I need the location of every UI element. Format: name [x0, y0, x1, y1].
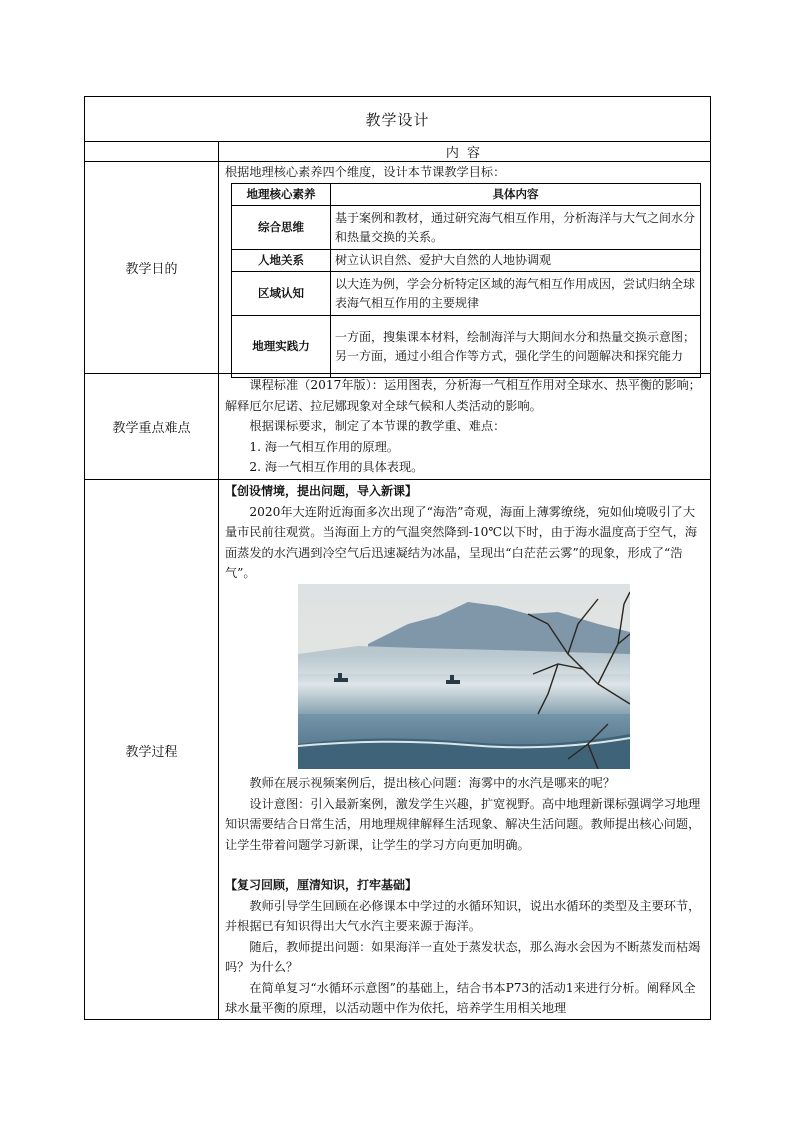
- objectives-intro-text: 根据地理核心素养四个维度，设计本节课教学目标：: [225, 165, 506, 179]
- table-cell-key: 人地关系: [232, 250, 331, 272]
- key-points-requirement: 根据课标要求，制定了本节课的教学重、难点：: [249, 419, 506, 433]
- table-cell-value: 树立认识自然、爱护大自然的人地协调观: [331, 250, 701, 272]
- sea-fog-illustration: [298, 584, 630, 769]
- table-cell-key: 地理实践力: [232, 316, 331, 378]
- key-point-item: 1. 海一气相互作用的原理。: [249, 439, 399, 454]
- paragraph: 2020年大连附近海面多次出现了“海浩”奇观，海面上薄雾缭绕，宛如仙境吸引了大量市民前往观赏。当海面上方的气温突然降到-10℃以下时，由于海水温度高于空气，海面蒸发的水汽遇到冷空气后迅速凝结为冰晶，呈现出“白茫茫云雾”的现象，形成了“浩气”。: [225, 504, 698, 580]
- spacer: [225, 855, 707, 875]
- table-cell-key: 综合思维: [232, 206, 331, 250]
- table-header-value: 具体内容: [331, 184, 701, 206]
- process-label: 教学过程: [125, 744, 178, 760]
- content-header: 内 容: [445, 145, 483, 161]
- key-points-standard: 课程标准（2017年版）：运用图表，分析海一气相互作用对全球水、热平衡的影响；解释厄尔尼诺、拉尼娜现象对全球气候和人类活动的影响。: [225, 378, 701, 413]
- table-row: [232, 316, 701, 378]
- paragraph: 教师在展示视频案例后，提出核心问题：海雾中的水汽是哪来的呢？: [249, 776, 616, 790]
- paragraph: 设计意图：引入最新案例，激发学生兴趣，扩宽视野。高中地理新课标强调学习地理知识需要结合日常生活，用地理规律解释生活现象、解决生活问题。教师提出核心问题，让学生带着问题学习新课，让学生的学习方向更加明确。: [225, 796, 701, 852]
- column-divider: [218, 141, 219, 1019]
- table-row: [232, 272, 701, 316]
- sea-fog-photo: [298, 584, 630, 769]
- section-heading: 【创设情境，提出问题，导入新课】: [225, 484, 418, 498]
- key-points-label: 教学重点难点: [112, 420, 191, 436]
- paragraph: 在简单复习“水循环示意图”的基础上，结合书本P73的活动1来进行分析。阐释风全球水量平衡的原理，以活动题中作为依托，培养学生用相关地理: [225, 980, 696, 1015]
- core-literacy-table: [231, 183, 701, 378]
- objectives-intro: [225, 162, 707, 183]
- paragraph: 随后，教师提出问题：如果海洋一直处于蒸发状态，那么海水会因为不断蒸发而枯竭吗？为什么？: [225, 939, 701, 974]
- process-content: [225, 481, 707, 584]
- paragraph: 教师引导学生回顾在必修课本中学过的水循环知识，说出水循环的类型及主要环节，并根据已有知识得出大气水汽主要来源于海洋。: [225, 898, 701, 933]
- section-heading: 【复习回顾，厘清知识，打牢基础】: [225, 878, 418, 892]
- table-cell-value: 一方面，搜集课本材料，绘制海洋与大期间水分和热量交换示意图；另一方面，通过小组合作等方式，强化学生的问题解决和探究能力: [331, 316, 701, 378]
- lesson-design-table: [84, 96, 711, 1020]
- page-title: 教学设计: [365, 110, 430, 129]
- key-point-item: 2. 海一气相互作用的具体表现。: [249, 460, 424, 474]
- process-content-continued: [225, 773, 707, 1019]
- table-cell-value: 基于案例和教材，通过研究海气相互作用，分析海洋与大气之间水分和热量交换的关系。: [331, 206, 701, 250]
- table-cell-value: 以大连为例，学会分析特定区域的海气相互作用成因，尝试归纳全球表海气相互作用的主要规律: [331, 272, 701, 316]
- objectives-label: 教学日的: [125, 261, 178, 277]
- table-header-key: 地理核心素养: [232, 184, 331, 206]
- table-row: [232, 250, 701, 272]
- key-points-content: [225, 375, 707, 478]
- table-row: [232, 206, 701, 250]
- table-cell-key: 区域认知: [232, 272, 331, 316]
- table-header-row: [232, 184, 701, 206]
